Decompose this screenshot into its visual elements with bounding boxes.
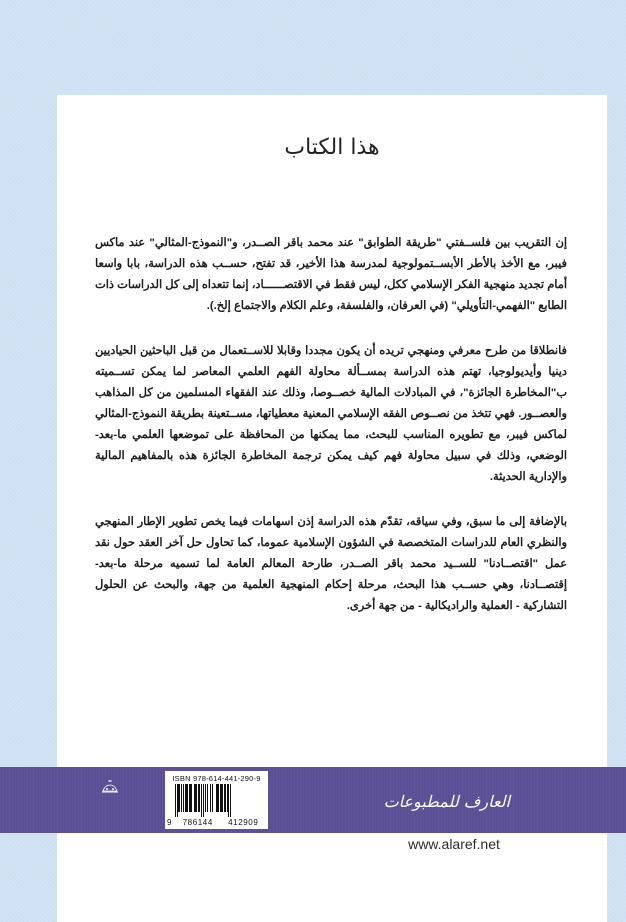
- paragraph-1: إن التقريب بين فلســفتي "طريقة الطوابق" عند محمد باقر الصــدر، و"النموذج-المثالي" عند ماكس فيبر، مع الأخذ بالأطر الأبســتمولوجية لمدرسة هذا الأخير، قد تفتح، حســب هذه الدراسة، بابا واسعا أمام تجديد منهجية الفكر الإسلامي ككل، ليس فقط في الاقتصــــــاد، إنما تتعداه إلى كل الدراسات ذات الطابع "الفهمي-التأويلي" (في العرفان، والفلسفة، وعلم الكلام والاجتماع إلخ.).: [95, 237, 567, 312]
- publisher-band: [0, 767, 626, 833]
- barcode-digits: [167, 818, 266, 828]
- publisher-logo: العارف للمطبوعات: [383, 792, 510, 811]
- isbn-barcode: [165, 771, 268, 829]
- paragraph-3: بالإضافة إلى ما سبق، وفي سياقه، تقدّم هذه الدراسة إذن اسهامات فيما يخص تطوير الإطار المنهجي والنظري العام للدراسات المتخصصة في الشؤون الإسلامية عموما، كما تحاول حل آخر العقد حول نقد عمل "اقتصــادنا" للســيد محمد باقر الصــدر، طارحة المعالم العامة لما تسميه مرحلة ما-بعد-إقتصــادنا، وهي حســب هذا البحث، مرحلة إحكام المنهجية العلمية من جهة، والبحث عن الحلول التشاركية - العملية والراديكالية - من جهة أخرى.: [95, 516, 567, 612]
- page-title: هذا الكتاب: [284, 135, 380, 160]
- blurb-text: [95, 233, 567, 617]
- barcode-bars: [175, 784, 263, 817]
- barcode-bar: [230, 784, 231, 817]
- barcode-first-digit: 9: [167, 818, 172, 827]
- paragraph-2: فانطلاقا من طرح معرفي ومنهجي تريده أن يكون مجددا وقابلا للاســتعمال من قبل الباحثين الحياديين دينيا وأيديولوجيا، تهتم هذه الدراسة بمســألة محاولة الفهم العلمي المعاصر لما يمكن تســميته ب"المخاطرة الجائزة"، في المبادلات المالية خصــوصا، وذلك عند الفقهاء المسلمين من كل المذاهب والعصــور. فهي تتخذ من نصــوص الفقه الإسلامي المعنية معطياتها، مســتعينة بطريقة النموذج-المثالي لماكس فيبر، مع تطويره المناسب للبحث، مما يمكنها من المحافظة على تموضعها العلمي ما-بعد-الوضعي، وذلك في سبيل محاولة فهم كيف يمكن ترجمة المخاطرة الجائزة هذه بالمفاهيم المالية والإدارية الحديثة.: [95, 345, 567, 483]
- barcode-right-group: 412909: [228, 818, 259, 827]
- website-link[interactable]: www.alaref.net: [408, 836, 500, 852]
- isbn-label: ISBN 978-614-441-290-9: [172, 774, 261, 783]
- publisher-mark-icon: [100, 779, 120, 795]
- barcode-left-group: 786144: [182, 818, 213, 827]
